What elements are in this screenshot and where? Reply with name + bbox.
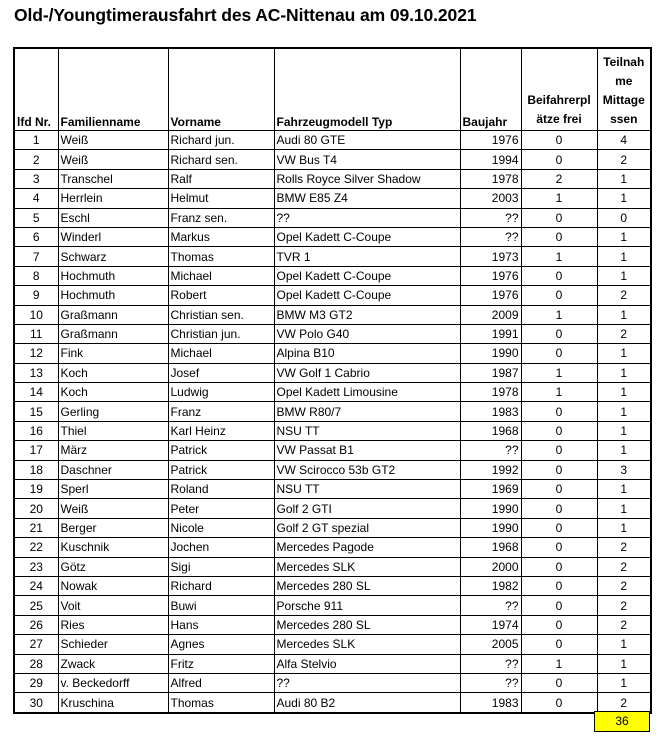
cell-vorname: Thomas xyxy=(168,693,274,713)
table-row xyxy=(14,441,651,460)
cell-mittagessen: 2 xyxy=(597,693,651,713)
cell-vorname: Christian jun. xyxy=(168,324,274,343)
cell-vorname: Ludwig xyxy=(168,383,274,402)
cell-vorname: Franz sen. xyxy=(168,208,274,227)
table-row xyxy=(14,538,651,557)
table-row xyxy=(14,227,651,246)
cell-baujahr: 1987 xyxy=(460,363,521,382)
cell-baujahr: 1976 xyxy=(460,286,521,305)
cell-nr: 23 xyxy=(14,557,58,576)
cell-mittagessen: 1 xyxy=(597,189,651,208)
cell-familienname: Hochmuth xyxy=(58,266,168,285)
cell-fahrzeug: Golf 2 GTI xyxy=(274,499,460,518)
cell-nr: 29 xyxy=(14,673,58,692)
table-row xyxy=(14,596,651,615)
table-row xyxy=(14,693,651,713)
cell-vorname: Peter xyxy=(168,499,274,518)
cell-familienname: Weiß xyxy=(58,131,168,150)
cell-mittagessen: 1 xyxy=(597,383,651,402)
cell-beifahrer: 0 xyxy=(521,480,597,499)
cell-mittagessen: 0 xyxy=(597,208,651,227)
col-header-mittagessen-text: Teilnah me Mittage ssen xyxy=(602,55,645,126)
cell-vorname: Patrick xyxy=(168,460,274,479)
cell-baujahr: 1976 xyxy=(460,266,521,285)
cell-beifahrer: 0 xyxy=(521,421,597,440)
cell-familienname: Koch xyxy=(58,383,168,402)
cell-nr: 2 xyxy=(14,150,58,169)
cell-mittagessen: 1 xyxy=(597,499,651,518)
cell-baujahr: 1994 xyxy=(460,150,521,169)
cell-beifahrer: 0 xyxy=(521,596,597,615)
cell-beifahrer: 1 xyxy=(521,654,597,673)
cell-beifahrer: 0 xyxy=(521,227,597,246)
cell-mittagessen: 1 xyxy=(597,518,651,537)
cell-vorname: Franz xyxy=(168,402,274,421)
cell-vorname: Richard sen. xyxy=(168,150,274,169)
cell-beifahrer: 0 xyxy=(521,344,597,363)
participants-table xyxy=(13,47,652,714)
cell-mittagessen: 1 xyxy=(597,654,651,673)
cell-familienname: Sperl xyxy=(58,480,168,499)
cell-familienname: Herrlein xyxy=(58,189,168,208)
cell-beifahrer: 0 xyxy=(521,576,597,595)
cell-beifahrer: 0 xyxy=(521,460,597,479)
cell-nr: 5 xyxy=(14,208,58,227)
cell-beifahrer: 0 xyxy=(521,635,597,654)
cell-nr: 22 xyxy=(14,538,58,557)
cell-mittagessen: 2 xyxy=(597,286,651,305)
cell-mittagessen: 2 xyxy=(597,150,651,169)
table-header-row xyxy=(14,48,651,131)
cell-fahrzeug: NSU TT xyxy=(274,421,460,440)
cell-nr: 7 xyxy=(14,247,58,266)
cell-mittagessen: 1 xyxy=(597,344,651,363)
cell-mittagessen: 1 xyxy=(597,266,651,285)
cell-fahrzeug: VW Bus T4 xyxy=(274,150,460,169)
cell-mittagessen: 1 xyxy=(597,480,651,499)
cell-nr: 21 xyxy=(14,518,58,537)
cell-familienname: Daschner xyxy=(58,460,168,479)
cell-nr: 14 xyxy=(14,383,58,402)
cell-fahrzeug: Audi 80 GTE xyxy=(274,131,460,150)
table-body xyxy=(14,131,651,713)
col-header-nr: lfd Nr. xyxy=(14,48,58,131)
cell-baujahr: 1990 xyxy=(460,518,521,537)
cell-familienname: Eschl xyxy=(58,208,168,227)
table-row xyxy=(14,266,651,285)
cell-beifahrer: 0 xyxy=(521,286,597,305)
table-row xyxy=(14,635,651,654)
cell-baujahr: 2009 xyxy=(460,305,521,324)
cell-mittagessen: 3 xyxy=(597,460,651,479)
cell-nr: 12 xyxy=(14,344,58,363)
cell-fahrzeug: ?? xyxy=(274,673,460,692)
cell-nr: 17 xyxy=(14,441,58,460)
table-row xyxy=(14,150,651,169)
cell-baujahr: 1990 xyxy=(460,344,521,363)
cell-familienname: Graßmann xyxy=(58,305,168,324)
cell-fahrzeug: Alfa Stelvio xyxy=(274,654,460,673)
cell-vorname: Alfred xyxy=(168,673,274,692)
cell-fahrzeug: Opel Kadett Limousine xyxy=(274,383,460,402)
cell-familienname: v. Beckedorff xyxy=(58,673,168,692)
cell-familienname: Ries xyxy=(58,615,168,634)
cell-beifahrer: 0 xyxy=(521,557,597,576)
cell-familienname: Kuschnik xyxy=(58,538,168,557)
table-row xyxy=(14,421,651,440)
cell-beifahrer: 2 xyxy=(521,169,597,188)
cell-nr: 28 xyxy=(14,654,58,673)
cell-vorname: Michael xyxy=(168,266,274,285)
cell-nr: 13 xyxy=(14,363,58,382)
cell-beifahrer: 0 xyxy=(521,208,597,227)
cell-fahrzeug: Mercedes Pagode xyxy=(274,538,460,557)
cell-mittagessen: 1 xyxy=(597,363,651,382)
cell-vorname: Thomas xyxy=(168,247,274,266)
cell-fahrzeug: TVR 1 xyxy=(274,247,460,266)
cell-mittagessen: 1 xyxy=(597,402,651,421)
table-row xyxy=(14,518,651,537)
cell-nr: 6 xyxy=(14,227,58,246)
cell-mittagessen: 1 xyxy=(597,227,651,246)
col-header-vorname: Vorname xyxy=(168,48,274,131)
cell-familienname: Transchel xyxy=(58,169,168,188)
cell-fahrzeug: VW Scirocco 53b GT2 xyxy=(274,460,460,479)
cell-vorname: Markus xyxy=(168,227,274,246)
cell-fahrzeug: VW Passat B1 xyxy=(274,441,460,460)
cell-baujahr: 2000 xyxy=(460,557,521,576)
cell-fahrzeug: Opel Kadett C-Coupe xyxy=(274,266,460,285)
cell-nr: 11 xyxy=(14,324,58,343)
cell-fahrzeug: VW Polo G40 xyxy=(274,324,460,343)
cell-beifahrer: 0 xyxy=(521,538,597,557)
cell-familienname: Fink xyxy=(58,344,168,363)
cell-fahrzeug: Opel Kadett C-Coupe xyxy=(274,227,460,246)
cell-familienname: Winderl xyxy=(58,227,168,246)
cell-beifahrer: 0 xyxy=(521,518,597,537)
cell-familienname: Voit xyxy=(58,596,168,615)
cell-nr: 19 xyxy=(14,480,58,499)
cell-vorname: Christian sen. xyxy=(168,305,274,324)
cell-baujahr: 1983 xyxy=(460,402,521,421)
col-header-familienname: Familienname xyxy=(58,48,168,131)
cell-fahrzeug: NSU TT xyxy=(274,480,460,499)
col-header-beifahrer-text: Beifahrerpl ätze frei xyxy=(527,93,591,126)
cell-nr: 24 xyxy=(14,576,58,595)
cell-fahrzeug: Mercedes SLK xyxy=(274,557,460,576)
cell-fahrzeug: Mercedes 280 SL xyxy=(274,615,460,634)
col-header-mittagessen xyxy=(597,48,651,131)
cell-mittagessen: 2 xyxy=(597,538,651,557)
cell-baujahr: ?? xyxy=(460,208,521,227)
cell-familienname: Weiß xyxy=(58,150,168,169)
cell-vorname: Robert xyxy=(168,286,274,305)
cell-nr: 26 xyxy=(14,615,58,634)
cell-baujahr: ?? xyxy=(460,596,521,615)
cell-familienname: Zwack xyxy=(58,654,168,673)
cell-familienname: Graßmann xyxy=(58,324,168,343)
table-row xyxy=(14,131,651,150)
cell-baujahr: 1991 xyxy=(460,324,521,343)
cell-mittagessen: 1 xyxy=(597,635,651,654)
cell-baujahr: 1969 xyxy=(460,480,521,499)
table-row xyxy=(14,344,651,363)
table-row xyxy=(14,402,651,421)
cell-nr: 18 xyxy=(14,460,58,479)
table-row xyxy=(14,169,651,188)
cell-familienname: Nowak xyxy=(58,576,168,595)
cell-vorname: Ralf xyxy=(168,169,274,188)
cell-beifahrer: 0 xyxy=(521,402,597,421)
cell-familienname: Weiß xyxy=(58,499,168,518)
cell-fahrzeug: Mercedes 280 SL xyxy=(274,576,460,595)
cell-beifahrer: 1 xyxy=(521,247,597,266)
cell-nr: 25 xyxy=(14,596,58,615)
cell-baujahr: 1992 xyxy=(460,460,521,479)
cell-mittagessen: 2 xyxy=(597,324,651,343)
table-row xyxy=(14,499,651,518)
cell-vorname: Fritz xyxy=(168,654,274,673)
cell-nr: 15 xyxy=(14,402,58,421)
table-row xyxy=(14,673,651,692)
cell-mittagessen: 2 xyxy=(597,596,651,615)
cell-nr: 30 xyxy=(14,693,58,713)
table-row xyxy=(14,576,651,595)
cell-vorname: Agnes xyxy=(168,635,274,654)
cell-vorname: Nicole xyxy=(168,518,274,537)
cell-beifahrer: 0 xyxy=(521,324,597,343)
page-title: Old-/Youngtimerausfahrt des AC-Nittenau am 09.10.2021 xyxy=(14,5,477,25)
cell-baujahr: ?? xyxy=(460,227,521,246)
cell-fahrzeug: Golf 2 GT spezial xyxy=(274,518,460,537)
cell-fahrzeug: Alpina B10 xyxy=(274,344,460,363)
cell-beifahrer: 0 xyxy=(521,673,597,692)
col-header-beifahrer xyxy=(521,48,597,131)
cell-vorname: Michael xyxy=(168,344,274,363)
cell-baujahr: ?? xyxy=(460,441,521,460)
table-row xyxy=(14,383,651,402)
cell-familienname: Berger xyxy=(58,518,168,537)
cell-mittagessen: 2 xyxy=(597,615,651,634)
cell-familienname: Gerling xyxy=(58,402,168,421)
cell-fahrzeug: BMW M3 GT2 xyxy=(274,305,460,324)
cell-beifahrer: 0 xyxy=(521,499,597,518)
cell-mittagessen: 1 xyxy=(597,441,651,460)
cell-beifahrer: 1 xyxy=(521,383,597,402)
cell-beifahrer: 0 xyxy=(521,693,597,713)
cell-baujahr: 2003 xyxy=(460,189,521,208)
cell-familienname: Thiel xyxy=(58,421,168,440)
cell-nr: 8 xyxy=(14,266,58,285)
cell-baujahr: ?? xyxy=(460,654,521,673)
col-header-baujahr: Baujahr xyxy=(460,48,521,131)
cell-baujahr: 1990 xyxy=(460,499,521,518)
cell-baujahr: 1973 xyxy=(460,247,521,266)
cell-beifahrer: 0 xyxy=(521,131,597,150)
table-row xyxy=(14,305,651,324)
cell-fahrzeug: ?? xyxy=(274,208,460,227)
cell-baujahr: 1978 xyxy=(460,383,521,402)
cell-beifahrer: 0 xyxy=(521,266,597,285)
cell-baujahr: 1974 xyxy=(460,615,521,634)
cell-baujahr: 2005 xyxy=(460,635,521,654)
cell-vorname: Jochen xyxy=(168,538,274,557)
cell-beifahrer: 0 xyxy=(521,441,597,460)
cell-vorname: Josef xyxy=(168,363,274,382)
cell-nr: 20 xyxy=(14,499,58,518)
cell-baujahr: 1982 xyxy=(460,576,521,595)
cell-mittagessen: 1 xyxy=(597,169,651,188)
cell-nr: 27 xyxy=(14,635,58,654)
table-row xyxy=(14,615,651,634)
table-row xyxy=(14,189,651,208)
cell-fahrzeug: Rolls Royce Silver Shadow xyxy=(274,169,460,188)
cell-nr: 1 xyxy=(14,131,58,150)
cell-vorname: Richard xyxy=(168,576,274,595)
cell-vorname: Richard jun. xyxy=(168,131,274,150)
table-row xyxy=(14,363,651,382)
cell-mittagessen: 1 xyxy=(597,305,651,324)
cell-fahrzeug: VW Golf 1 Cabrio xyxy=(274,363,460,382)
cell-nr: 3 xyxy=(14,169,58,188)
cell-beifahrer: 0 xyxy=(521,150,597,169)
cell-familienname: Schieder xyxy=(58,635,168,654)
table-row xyxy=(14,480,651,499)
cell-mittagessen: 4 xyxy=(597,131,651,150)
cell-nr: 16 xyxy=(14,421,58,440)
total-badge: 36 xyxy=(594,711,650,732)
table-row xyxy=(14,286,651,305)
cell-baujahr: ?? xyxy=(460,673,521,692)
cell-mittagessen: 1 xyxy=(597,673,651,692)
cell-vorname: Hans xyxy=(168,615,274,634)
cell-baujahr: 1968 xyxy=(460,538,521,557)
table-row xyxy=(14,208,651,227)
cell-familienname: Hochmuth xyxy=(58,286,168,305)
table-row xyxy=(14,324,651,343)
cell-mittagessen: 2 xyxy=(597,557,651,576)
cell-nr: 10 xyxy=(14,305,58,324)
cell-beifahrer: 1 xyxy=(521,363,597,382)
cell-fahrzeug: Mercedes SLK xyxy=(274,635,460,654)
cell-familienname: Schwarz xyxy=(58,247,168,266)
cell-mittagessen: 2 xyxy=(597,576,651,595)
cell-familienname: März xyxy=(58,441,168,460)
cell-familienname: Koch xyxy=(58,363,168,382)
cell-beifahrer: 1 xyxy=(521,189,597,208)
cell-vorname: Roland xyxy=(168,480,274,499)
table-row xyxy=(14,654,651,673)
cell-mittagessen: 1 xyxy=(597,421,651,440)
cell-beifahrer: 0 xyxy=(521,615,597,634)
cell-vorname: Patrick xyxy=(168,441,274,460)
cell-baujahr: 1968 xyxy=(460,421,521,440)
cell-nr: 9 xyxy=(14,286,58,305)
cell-fahrzeug: Porsche 911 xyxy=(274,596,460,615)
cell-fahrzeug: Opel Kadett C-Coupe xyxy=(274,286,460,305)
cell-baujahr: 1978 xyxy=(460,169,521,188)
cell-mittagessen: 1 xyxy=(597,247,651,266)
table-row xyxy=(14,460,651,479)
cell-familienname: Götz xyxy=(58,557,168,576)
cell-nr: 4 xyxy=(14,189,58,208)
cell-familienname: Kruschina xyxy=(58,693,168,713)
cell-beifahrer: 1 xyxy=(521,305,597,324)
cell-vorname: Karl Heinz xyxy=(168,421,274,440)
cell-vorname: Buwi xyxy=(168,596,274,615)
cell-baujahr: 1976 xyxy=(460,131,521,150)
table-row xyxy=(14,247,651,266)
cell-vorname: Helmut xyxy=(168,189,274,208)
cell-fahrzeug: Audi 80 B2 xyxy=(274,693,460,713)
table-row xyxy=(14,557,651,576)
cell-baujahr: 1983 xyxy=(460,693,521,713)
col-header-fahrzeug: Fahrzeugmodell Typ xyxy=(274,48,460,131)
cell-fahrzeug: BMW E85 Z4 xyxy=(274,189,460,208)
cell-fahrzeug: BMW R80/7 xyxy=(274,402,460,421)
cell-vorname: Sigi xyxy=(168,557,274,576)
